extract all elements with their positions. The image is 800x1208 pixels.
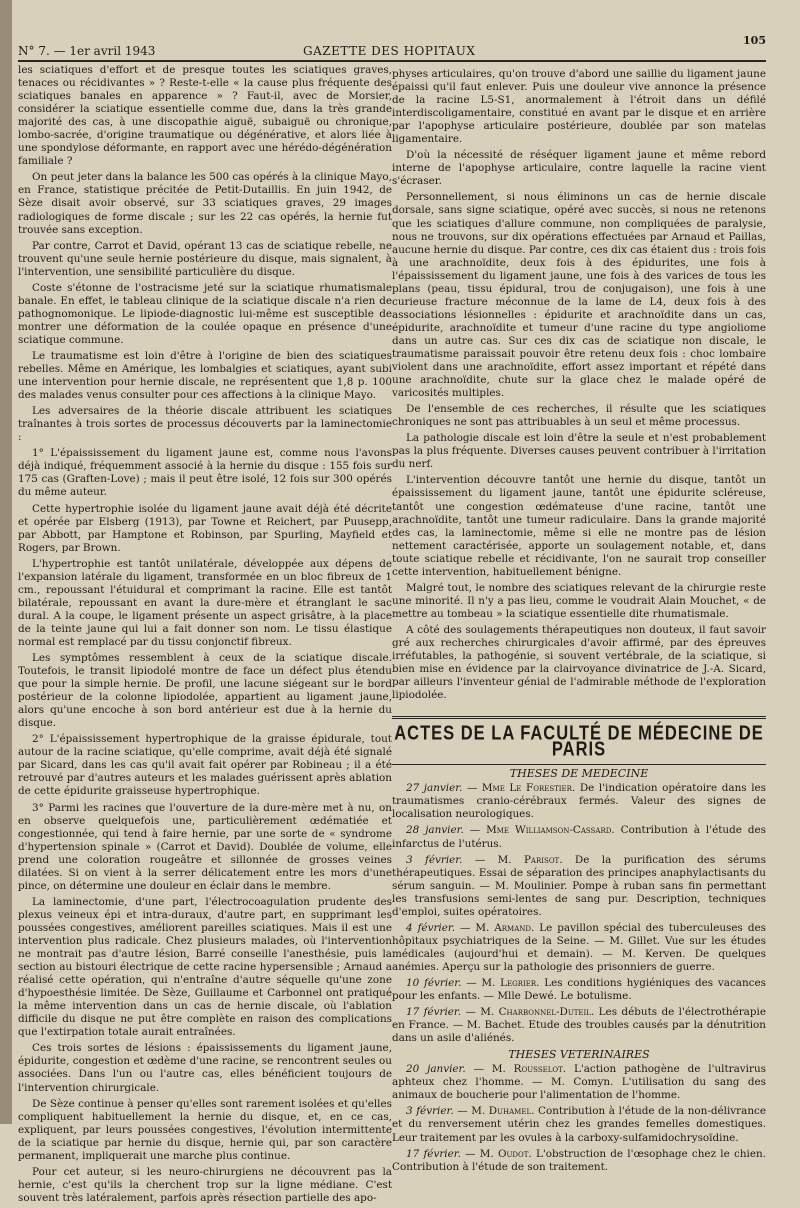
thesis-entry: 17 février. — M. Oudot. L'obstruction de l'œsophage chez le chien. Contribution à l'étude de son traitement. <box>392 1147 766 1173</box>
article-paragraph: La laminectomie, d'une part, l'électrocoagulation prudente des plexus veineux épi et intra-duraux, d'autre part, en supprimant les poussées congestives, améliorent pareilles sciatiques. Mais il est une intervention plus radicale. Chez plusieurs malades, où l'intervention ne montrait pas d'autre lésion, Barré conseille l'anesthésie, puis la section au bistouri électrique de cette racine hypersensible ; Arnaud a réalisé cette opération, qui n'entraîne d'autre séquelle qu'une zone d'hypoesthésie limitée. De Sèze, Guillaume et Carbonnel ont pratiqué la même intervention dans un cas de hernie discale, où l'ablation difficile du disque ne put être complète en raison des complications que l'extirpation totale aurait entraînées. <box>18 895 392 1039</box>
thesis-entry: 10 février. — M. Legrier. Les conditions hygiéniques des vacances pour les enfants. — Mlle Dewé. Le botulisme. <box>392 977 766 1003</box>
right-column <box>392 68 766 1177</box>
thesis-entry: 20 janvier. — M. Rousselot. L'action pathogène de l'ultravirus aphteux chez l'homme. — M. Comyn. L'utilisation du sang des animaux de boucherie pour l'alimentation de l'homme. <box>392 1063 766 1102</box>
journal-title: GAZETTE DES HOPITAUX <box>303 44 476 58</box>
thesis-title: L'action pathogène de l'ultravirus aphteux chez l'homme. — M. Comyn. L'utilisation du sang des animaux de boucherie pour l'alimentation de l'homme. <box>392 1063 766 1102</box>
thesis-date: 20 janvier. <box>406 1063 466 1076</box>
article-paragraph: Pour cet auteur, si les neuro-chirurgiens ne découvrent pas la hernie, c'est qu'ils la cherchent trop sur la ligne médiane. C'est souvent très latéralement, parfois après résection partielle des apo- <box>18 1165 392 1204</box>
article-paragraph: Personnellement, si nous éliminons un cas de hernie discale dorsale, sans signe sciatique, opéré avec succès, si nous ne retenons que les sciatiques d'allure commune, non compliquées de paralysie, nous ne trouvons, sur dix opérations effectuées par Arnaud et Paillas, aucune hernie du disque. Par contre, ces dix cas étaient dus : trois fois à une arachnoïdite, deux fois à des épidurites, une fois à l'épaississement du ligament jaune, une fois à des varices de tous les plans (peau, tissu épidural, trou de conjugaison), une fois à une curieuse fracture méconnue de la lame de L4, deux fois à des associations lésionnelles : épidurite et arachnoïdite dans un cas, épidurite, arachnoïdite et tumeur d'une racine du type angioliome dans un autre cas. Sur ces dix cas de sciatique non discale, le traumatisme paraissait pouvoir être retenu deux fois : choc lombaire violent dans une arachnoïdite, effort assez important et répété dans une arachnoïdite, chute sur la glace chez le malade opéré de varicosités multiples. <box>392 191 766 400</box>
thesis-title: De la purification des sérums thérapeutiques. Essai de séparation des principes anaphylactisants du sérum sanguin. — M. Moulinier. Pompe à ruban sans fin permettant les transfusions semi-lentes de sang pur. Description, techniques d'emploi, suites opératoires. <box>392 853 766 918</box>
article-paragraph: les sciatiques d'effort et de presque toutes les sciatiques graves, tenaces ou récidivantes » ? Reste-t-elle « la cause plus fréquente des sciatiques banales en apparence » ? Faut-il, avec de Morsier, considérer la sciatique essentielle comme due, dans la très grande majorité des cas, à une discopathie aiguë, subaiguë ou chronique, lombo-sacrée, d'origine traumatique ou dégénérative, et alors liée à une spondylose déformante, en rapport avec une hérédo-dégénération familiale ? <box>18 64 392 168</box>
thesis-date: 17 février. <box>406 1006 462 1019</box>
article-paragraph: Cette hypertrophie isolée du ligament jaune avait déjà été décrite et opérée par Elsberg (1913), par Towne et Reichert, par Puusepp, par Abbott, par Hamptone et Robinson, par Spurling, Mayfield et Rogers, par Brown. <box>18 502 392 554</box>
thesis-author: M. Parisot. <box>497 853 563 866</box>
thesis-title: L'obstruction de l'œsophage chez le chien. Contribution à l'étude de son traitement. <box>392 1147 766 1173</box>
article-paragraph: De l'ensemble de ces recherches, il résulte que les sciatiques chroniques ne sont pas attribuables à un seul et même processus. <box>392 403 766 429</box>
article-paragraph: Par contre, Carrot et David, opérant 13 cas de sciatique rebelle, ne trouvent qu'une seule hernie postérieure du disque, mais signalent, à l'intervention, une sensibilité particulière du disque. <box>18 239 392 278</box>
thesis-author: M. Oudot. <box>479 1147 532 1160</box>
thesis-author: M. Duhamel. <box>471 1105 535 1118</box>
article-paragraph: L'hypertrophie est tantôt unilatérale, développée aux dépens de l'expansion latérale du ligament, transformée en un bloc fibreux de 1 cm., repoussant l'étuidural et comprimant la racine. Elle est tantôt bilatérale, repoussant en avant la dure-mère et étranglant le sac dural. A la coupe, le ligament présente un aspect grisâtre, à la place de la teinte jaune qui lui a fait donner son nom. Le tissu élastique normal est remplacé par du tissu conjonctif fibreux. <box>18 557 392 648</box>
thesis-author: M. Rousselot. <box>491 1063 567 1076</box>
binding-margin <box>0 0 12 1124</box>
thesis-title: Le pavillon spécial des tuberculeuses des hôpitaux psychiatriques de la Seine. — M. Gillet. Vue sur les études médicales (aujourd'hui et demain). — M. Kerven. De quelques anémies. Aperçu sur la pathologie des prisonniers de guerre. <box>392 921 766 973</box>
article-paragraph: On peut jeter dans la balance les 500 cas opérés à la clinique Mayo, en France, statistique précitée de Petit-Dutaillis. En juin 1942, de Sèze disait avoir observé, sur 33 sciatiques graves, 29 images radiologiques de forme discale ; sur les 22 cas opérés, la hernie fut trouvée sans exception. <box>18 171 392 236</box>
thesis-author: M. Charbonnel-Duteil. <box>480 1006 595 1019</box>
section-rule <box>392 764 766 765</box>
issue-date: N° 7. — 1er avril 1943 <box>18 44 156 58</box>
article-paragraph: L'intervention découvre tantôt une hernie du disque, tantôt un épaississement du ligament jaune, tantôt une épidurite scléreuse, tantôt une congestion œdémateuse d'une racine, tantôt une arachnoïdite, tantôt une tumeur radiculaire. Dans la grande majorité des cas, la laminectomie, même si elle ne montre pas de lésion nettement caractérisée, apporte un soulagement notable, et, dans toute sciatique rebelle et récidivante, l'on ne saurait trop conseiller cette intervention, habituellement bénigne. <box>392 474 766 578</box>
article-paragraph: Coste s'étonne de l'ostracisme jeté sur la sciatique rhumatismale banale. En effet, le tableau clinique de la sciatique discale n'a rien de pathognomonique. Le lipiode-diagnostic lui-même est susceptible de montrer une déformation de la coulée opaque en présence d'une sciatique commune. <box>18 281 392 346</box>
thesis-entry: 28 janvier. — Mme Williamson-Cassard. Contribution à l'étude des infarctus de l'utérus. <box>392 824 767 850</box>
thesis-entry: 4 février. — M. Armand. Le pavillon spécial des tuberculeuses des hôpitaux psychiatriques de la Seine. — M. Gillet. Vue sur les études médicales (aujourd'hui et demain). — M. Kerven. De quelques anémies. Aperçu sur la pathologie des prisonniers de guerre. <box>392 921 766 973</box>
article-paragraph: A côté des soulagements thérapeutiques non douteux, il faut savoir gré aux recherches chirurgicales d'avoir affirmé, par des épreuves irréfutables, la pathogénie, si souvent vertébrale, de la sciatique, si bien mise en évidence par la clairvoyance divinatrice de J.-A. Sicard, par ailleurs l'inventeur génial de l'admirable méthode de l'exploration lipiodolée. <box>392 623 766 702</box>
thesis-date: 3 février. <box>406 1105 454 1118</box>
article-paragraph: De Sèze continue à penser qu'elles sont rarement isolées et qu'elles compliquent habituellement la hernie du disque, et, en ce cas, expliquent, par leurs poussées congestives, l'évolution intermittente de la sciatique par hernie du disque, hernie qui, par son caractère permanent, impliquerait une marche plus continue. <box>18 1097 392 1162</box>
thesis-entry: 3 février. — M. Duhamel. Contribution à l'étude de la non-délivrance et du renversement utérin chez les grandes femelles domestiques. Leur traitement par les ovules à la carboxy-sulfamidochrysoïdine. <box>392 1105 766 1144</box>
article-paragraph: physes articulaires, qu'on trouve d'abord une saillie du ligament jaune épaissi qu'il faut enlever. Puis une douleur vive annonce la présence de la racine L5-S1, anormalement à l'étroit dans un défilé interdiscoligamentaire, constitué en avant par le disque et en arrière par l'apophyse articulaire postérieure, doublée par son matelas ligamentaire. <box>392 68 766 146</box>
article-paragraph: Le traumatisme est loin d'être à l'origine de bien des sciatiques rebelles. Même en Amérique, les lombalgies et sciatiques, ayant subi une intervention pour hernie discale, ne représentent que 1,8 p. 100 des malades venus consulter pour ces affections à la clinique Mayo. <box>18 349 392 402</box>
thesis-date: 3 février. <box>406 853 463 866</box>
article-paragraph: 2° L'épaississement hypertrophique de la graisse épidurale, tout autour de la racine sciatique, qu'elle comprime, avait déjà été signalé par Sicard, dans les cas qu'il avait fait opérer par Robineau ; il a été retrouvé par d'autres auteurs et les malades guérissent après ablation de cette épidurite graisseuse hypertrophique. <box>18 733 392 798</box>
veterinary-theses-heading: THESES VETERINAIRES <box>508 1048 650 1062</box>
article-paragraph: Les symptômes ressemblent à ceux de la sciatique discale. Toutefois, le transit lipiodolé montre de face un défect plus étendu que pour la simple hernie. De profil, une lacune siégeant sur le bord postérieur de la colonne lipiodolée, appartient au ligament jaune, alors qu'une encoche à son bord antérieur est due à la hernie du disque. <box>18 652 392 730</box>
thesis-title: De l'indication opératoire dans les traumatismes cranio-cérébraux fermés. Valeur des signes de localisation neurologiques. <box>392 782 766 821</box>
thesis-author: Mme Le Forestier. <box>481 782 576 795</box>
thesis-author: M. Armand. <box>475 921 535 934</box>
thesis-date: 27 janvier. <box>406 782 463 795</box>
article-paragraph: La pathologie discale est loin d'être la seule et n'est probablement pas la plus fréquente. Diverses causes peuvent contribuer à l'irritation du nerf. <box>392 432 766 471</box>
left-column <box>18 64 392 1208</box>
thesis-title: Les conditions hygiéniques des vacances pour les enfants. — Mlle Dewé. Le botulisme. <box>392 977 766 1003</box>
thesis-entry: 27 janvier. — Mme Le Forestier. De l'indication opératoire dans les traumatismes cranio-cérébraux fermés. Valeur des signes de localisation neurologiques. <box>392 782 766 821</box>
thesis-date: 17 février. <box>406 1147 461 1160</box>
veterinary-theses-list <box>392 1063 766 1173</box>
section-rule <box>392 716 766 719</box>
article-paragraph: Ces trois sortes de lésions : épaississements du ligament jaune, épidurite, congestion et œdème d'une racine, se rencontrent seules ou associées. Dans l'un ou l'autre cas, elles bénéficient toujours de l'intervention chirurgicale. <box>18 1042 392 1094</box>
section-title: ACTES DE LA FACULTÉ DE MÉDECINE DE PARIS <box>394 722 764 761</box>
thesis-title: Contribution à l'étude des infarctus de l'utérus. <box>392 824 767 850</box>
thesis-entry: 17 février. — M. Charbonnel-Duteil. Les débuts de l'électrothérapie en France. — M. Bachet. Etude des troubles causés par la dénutrition dans un asile d'aliénés. <box>392 1006 766 1045</box>
medicine-theses-list <box>392 782 766 1045</box>
medicine-theses-heading: THESES DE MEDECINE <box>509 767 649 781</box>
thesis-date: 28 janvier. <box>406 824 464 837</box>
page-number: 105 <box>743 34 766 47</box>
thesis-author: Mme Williamson-Cassard. <box>486 824 615 837</box>
article-paragraph: 3° Parmi les racines que l'ouverture de la dure-mère met à nu, on en observe quelquefois une, particulièrement œdématiée et congestionnée, qui tend à faire hernie, par une sorte de « syndrome d'hypertension spinale » (Carrot et David). Doublée de volume, elle prend une coloration rougeâtre et sillonnée de grosses veines dilatées. Si on vient à la serrer délicatement entre les mors d'une pince, on détermine une douleur en éclair dans le membre. <box>18 801 392 892</box>
article-paragraph: Malgré tout, le nombre des sciatiques relevant de la chirurgie reste une minorité. Il n'y a pas lieu, comme le voudrait Alain Mouchet, « de mettre au tombeau » la sciatique essentielle dite rhumatismale. <box>392 581 766 620</box>
thesis-title: Les débuts de l'électrothérapie en France. — M. Bachet. Etude des troubles causés par la dénutrition dans un asile d'aliénés. <box>392 1006 766 1045</box>
thesis-date: 10 février. <box>406 977 462 989</box>
thesis-author: M. Legrier. <box>481 977 540 989</box>
page-header <box>18 34 766 58</box>
thesis-entry: 3 février. — M. Parisot. De la purification des sérums thérapeutiques. Essai de séparation des principes anaphylactisants du sérum sanguin. — M. Moulinier. Pompe à ruban sans fin permettant les transfusions semi-lentes de sang pur. Description, techniques d'emploi, suites opératoires. <box>392 853 766 918</box>
header-rule <box>18 60 766 62</box>
thesis-date: 4 février. <box>406 921 456 934</box>
article-paragraph: Les adversaires de la théorie discale attribuent les sciatiques traînantes à trois sortes de processus découverts par la laminectomie : <box>18 405 392 444</box>
thesis-title: Contribution à l'étude de la non-délivrance et du renversement utérin chez les grandes femelles domestiques. Leur traitement par les ovules à la carboxy-sulfamidochrysoïdine. <box>392 1105 766 1144</box>
article-paragraph: D'où la nécessité de réséquer ligament jaune et même rebord interne de l'apophyse articulaire, contre laquelle la racine vient s'écraser. <box>392 149 766 188</box>
article-paragraph: 1° L'épaississement du ligament jaune est, comme nous l'avons déjà indiqué, fréquemment associé à la hernie du disque : 155 fois sur 175 cas (Graften-Love) ; mais il peut être isolé, 12 fois sur 300 opérés du même auteur. <box>18 447 392 499</box>
